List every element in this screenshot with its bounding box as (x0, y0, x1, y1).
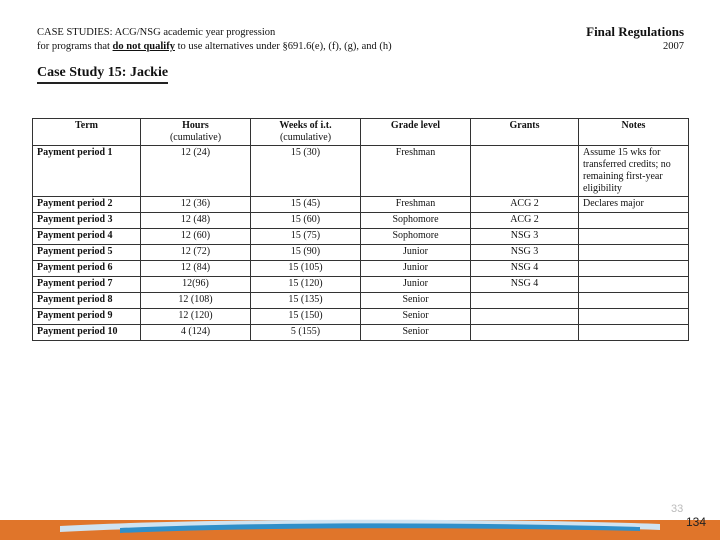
cell-grade: Junior (361, 261, 471, 277)
cell-weeks: 15 (30) (251, 146, 361, 197)
table-row (33, 245, 689, 261)
cell-grade: Senior (361, 325, 471, 341)
table-row (33, 146, 689, 197)
table-row (33, 325, 689, 341)
cell-weeks: 15 (105) (251, 261, 361, 277)
header-hours-sub: (cumulative) (169, 132, 222, 143)
case-study-title: Case Study 15: Jackie (37, 64, 168, 84)
cell-notes (579, 277, 689, 293)
cell-weeks: 15 (90) (251, 245, 361, 261)
cell-term: Payment period 10 (33, 325, 141, 341)
cell-weeks: 15 (150) (251, 309, 361, 325)
cell-grants: ACG 2 (471, 213, 579, 229)
cell-weeks: 5 (155) (251, 325, 361, 341)
header-weeks-label: Weeks of i.t. (279, 120, 332, 131)
header-grants: Grants (471, 119, 579, 146)
cell-term: Payment period 8 (33, 293, 141, 309)
cell-term: Payment period 3 (33, 213, 141, 229)
header-line-1: CASE STUDIES: ACG/NSG academic year progression (37, 27, 276, 38)
cell-grade: Junior (361, 245, 471, 261)
cell-hours: 12 (36) (141, 197, 251, 213)
cell-hours: 12 (84) (141, 261, 251, 277)
cell-term: Payment period 1 (33, 146, 141, 197)
cell-term: Payment period 2 (33, 197, 141, 213)
header-line-2 (37, 40, 392, 54)
cell-hours: 12 (24) (141, 146, 251, 197)
cell-hours: 12 (60) (141, 229, 251, 245)
cell-grants: NSG 4 (471, 261, 579, 277)
cell-hours: 12 (108) (141, 293, 251, 309)
table-row (33, 229, 689, 245)
cell-notes (579, 245, 689, 261)
table-row (33, 277, 689, 293)
cell-weeks: 15 (45) (251, 197, 361, 213)
table-row (33, 261, 689, 277)
cell-term: Payment period 6 (33, 261, 141, 277)
table-row (33, 197, 689, 213)
cell-grants (471, 309, 579, 325)
cell-grade: Junior (361, 277, 471, 293)
header-term: Term (33, 119, 141, 146)
cell-grants: ACG 2 (471, 197, 579, 213)
cell-notes (579, 309, 689, 325)
cell-grants: NSG 4 (471, 277, 579, 293)
header-hours (141, 119, 251, 146)
table-row (33, 213, 689, 229)
cell-weeks: 15 (60) (251, 213, 361, 229)
cell-term: Payment period 5 (33, 245, 141, 261)
cell-notes: Declares major (579, 197, 689, 213)
cell-notes (579, 325, 689, 341)
cell-grade: Freshman (361, 146, 471, 197)
header-right (586, 24, 684, 54)
cell-notes (579, 261, 689, 277)
cell-hours: 12(96) (141, 277, 251, 293)
cell-grants: NSG 3 (471, 245, 579, 261)
header-weeks (251, 119, 361, 146)
page-number: 134 (686, 515, 707, 529)
cell-notes (579, 213, 689, 229)
table-row (33, 309, 689, 325)
cell-grade: Sophomore (361, 213, 471, 229)
cell-term: Payment period 7 (33, 277, 141, 293)
cell-weeks: 15 (75) (251, 229, 361, 245)
header-line-2-emphasis: do not qualify (112, 41, 175, 52)
cell-grants (471, 146, 579, 197)
cell-hours: 12 (120) (141, 309, 251, 325)
progression-table (32, 118, 689, 341)
header-line-2-post: to use alternatives under §691.6(e), (f), (g), and (h) (174, 41, 392, 52)
cell-notes (579, 229, 689, 245)
cell-weeks: 15 (120) (251, 277, 361, 293)
cell-grade: Sophomore (361, 229, 471, 245)
regulations-title: Final Regulations (586, 24, 684, 39)
header-hours-label: Hours (182, 120, 209, 131)
cell-grade: Freshman (361, 197, 471, 213)
header-weeks-sub: (cumulative) (279, 132, 332, 143)
slide-number: 33 (671, 503, 684, 515)
table-row (33, 293, 689, 309)
cell-grade: Senior (361, 309, 471, 325)
cell-notes (579, 293, 689, 309)
cell-grants (471, 325, 579, 341)
header-notes: Notes (579, 119, 689, 146)
regulations-year: 2007 (663, 41, 684, 52)
cell-term: Payment period 9 (33, 309, 141, 325)
cell-hours: 12 (72) (141, 245, 251, 261)
header-description (37, 26, 392, 54)
header-line-2-pre: for programs that (37, 41, 113, 52)
cell-grants (471, 293, 579, 309)
cell-term: Payment period 4 (33, 229, 141, 245)
cell-weeks: 15 (135) (251, 293, 361, 309)
cell-notes: Assume 15 wks for transferred credits; no remaining first-year eligibility (579, 146, 689, 197)
table-header-row (33, 119, 689, 146)
cell-grants: NSG 3 (471, 229, 579, 245)
header-grade: Grade level (361, 119, 471, 146)
cell-grade: Senior (361, 293, 471, 309)
cell-hours: 4 (124) (141, 325, 251, 341)
footer-decorative-band (0, 518, 720, 540)
cell-hours: 12 (48) (141, 213, 251, 229)
